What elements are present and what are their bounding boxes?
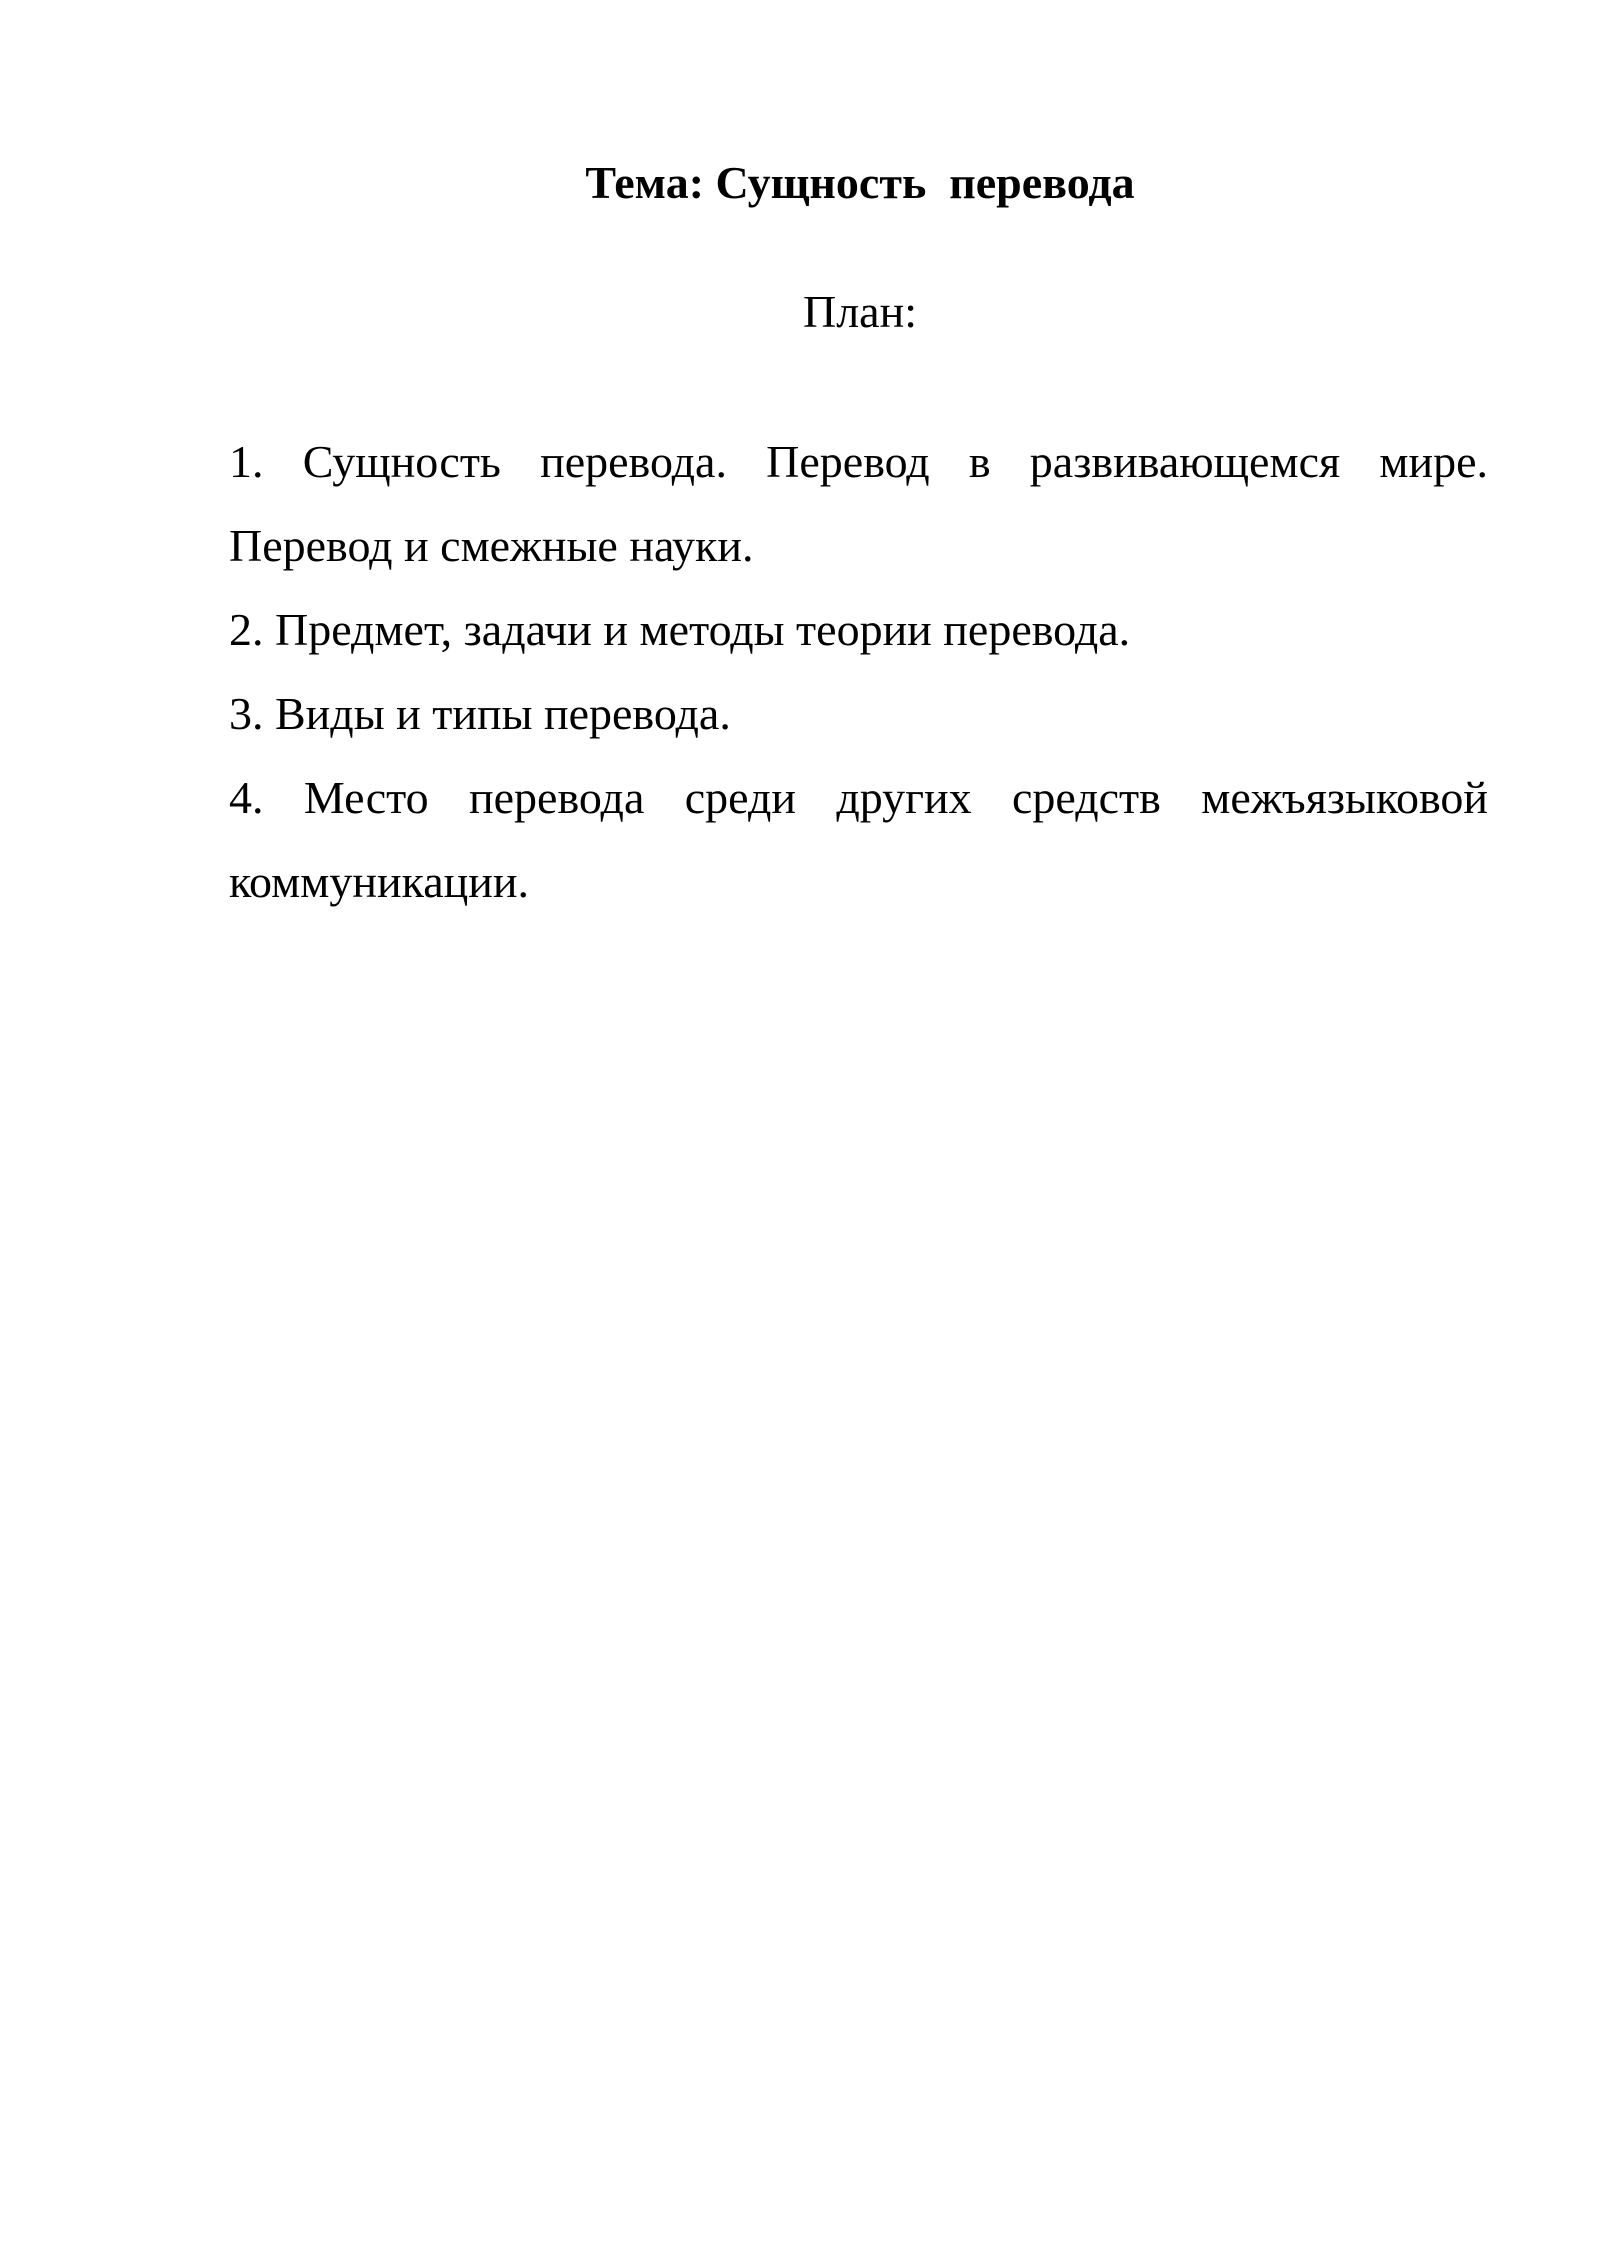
plan-item-4: 4. Место перевода среди других средств межъязыковой коммуникации.	[229, 772, 1488, 907]
plan-list	[229, 420, 1488, 924]
plan-heading: План:	[803, 286, 917, 337]
plan-item-1: 1. Сущность перевода. Перевод в развивающемся мире. Перевод и смежные науки.	[229, 436, 1488, 571]
plan-item-2: 2. Предмет, задачи и методы теории перевода.	[229, 604, 1131, 655]
document-title: Тема: Сущность перевода	[585, 157, 1135, 208]
plan-item-3: 3. Виды и типы перевода.	[229, 688, 731, 739]
